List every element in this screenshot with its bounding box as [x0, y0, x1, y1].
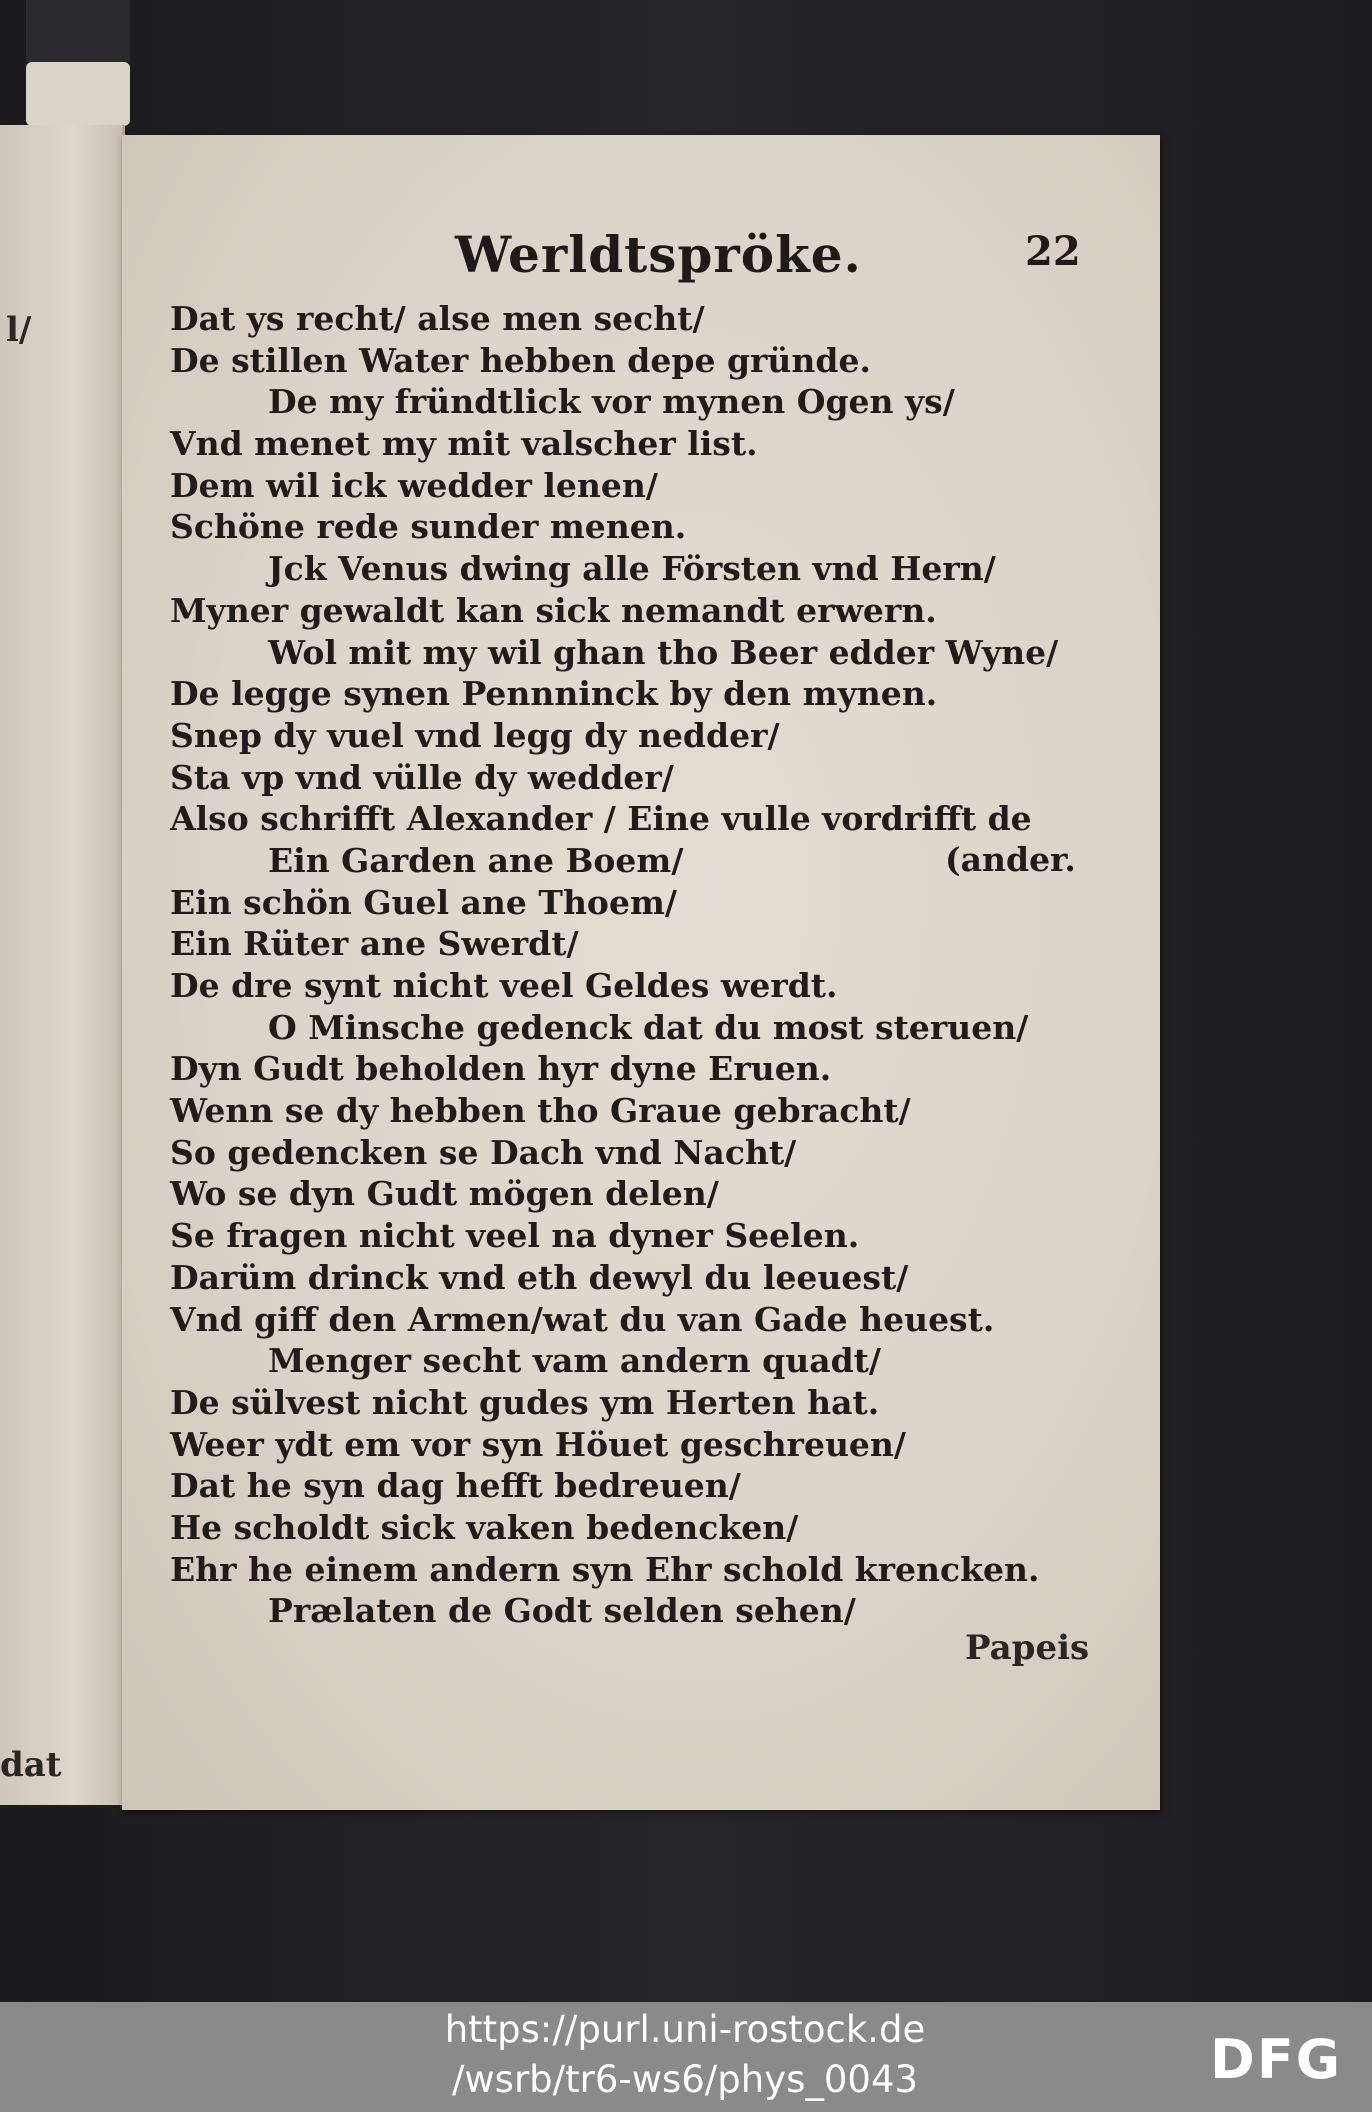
- verse-line: Vnd giff den Armen/wat du van Gade heuest.: [170, 1299, 995, 1339]
- verse-line: De dre synt nicht veel Geldes werdt.: [170, 966, 838, 1005]
- running-header: Werldtspröke.: [455, 225, 862, 284]
- dfg-logo: DFG: [1210, 2028, 1343, 2091]
- verse-line: Dem wil ick wedder lenen/: [170, 465, 658, 505]
- verse-line: Snep dy vuel vnd legg dy nedder/: [170, 715, 780, 755]
- verse-line: So gedencken se Dach vnd Nacht/: [170, 1132, 797, 1172]
- verse-line: De sülvest nicht gudes ym Herten hat.: [170, 1382, 880, 1422]
- verse-line: Menger secht vam andern quadt/: [268, 1341, 881, 1381]
- footer-url-line-2[interactable]: /wsrb/tr6-ws6/phys_0043: [451, 2058, 919, 2101]
- verse-line: Jck Venus dwing alle Försten vnd Hern/: [268, 549, 996, 589]
- verse-line: Ehr he einem andern syn Ehr schold krencken.: [170, 1549, 1040, 1589]
- verse-line: Dat ys recht/ alse men secht/: [170, 299, 705, 338]
- verse-line: He scholdt sick vaken bedencken/: [170, 1507, 799, 1547]
- verse-line: Ein schön Guel ane Thoem/: [170, 882, 677, 922]
- left-page-fragment-top: l/: [6, 310, 32, 350]
- spine-top: [26, 0, 130, 62]
- left-page-edge: [0, 125, 125, 1805]
- verse-line: Wo se dyn Gudt mögen delen/: [170, 1174, 719, 1214]
- footer-url-line-1[interactable]: https://purl.uni-rostock.de: [444, 2008, 926, 2051]
- verse-line: Dyn Gudt beholden hyr dyne Eruen.: [170, 1049, 832, 1089]
- verse-line: Se fragen nicht veel na dyner Seelen.: [170, 1216, 860, 1256]
- verse-line: O Minsche gedenck dat du most steruen/: [268, 1007, 1029, 1047]
- verse-line: Ein Garden ane Boem/: [268, 840, 684, 880]
- verse-line: Also schrifft Alexander / Eine vulle vordrifft de: [170, 799, 1032, 839]
- page-number: 22: [1025, 228, 1081, 275]
- catchword: Papeis: [965, 1628, 1090, 1668]
- verse-line: Dat he syn dag hefft bedreuen/: [170, 1466, 741, 1506]
- verse-line: Weer ydt em vor syn Höuet geschreuen/: [170, 1424, 906, 1464]
- line-carry-over: (ander.: [945, 840, 1076, 879]
- verse-line: De my fründtlick vor mynen Ogen ys/: [268, 382, 955, 422]
- left-page-fragment-bottom: dat: [0, 1745, 62, 1785]
- verse-line: Myner gewaldt kan sick nemandt erwern.: [170, 590, 937, 630]
- verse-line: De legge synen Pennninck by den mynen.: [170, 674, 938, 714]
- verse-line: Darüm drinck vnd eth dewyl du leeuest/: [170, 1257, 909, 1297]
- verse-line: Wol mit my wil ghan tho Beer edder Wyne/: [268, 632, 1059, 672]
- verse-line: De stillen Water hebben depe gründe.: [170, 340, 871, 380]
- verse-line: Ein Rüter ane Swerdt/: [170, 924, 579, 964]
- verse-line: Schöne rede sunder menen.: [170, 507, 687, 547]
- verse-text-block: [170, 298, 1090, 1632]
- verse-line: Vnd menet my mit valscher list.: [170, 424, 758, 464]
- verse-line: Prælaten de Godt selden sehen/: [268, 1591, 856, 1631]
- verse-line: Wenn se dy hebben tho Graue gebracht/: [170, 1091, 911, 1131]
- spine-ribbon: [26, 62, 130, 126]
- verse-line: Sta vp vnd vülle dy wedder/: [170, 757, 674, 797]
